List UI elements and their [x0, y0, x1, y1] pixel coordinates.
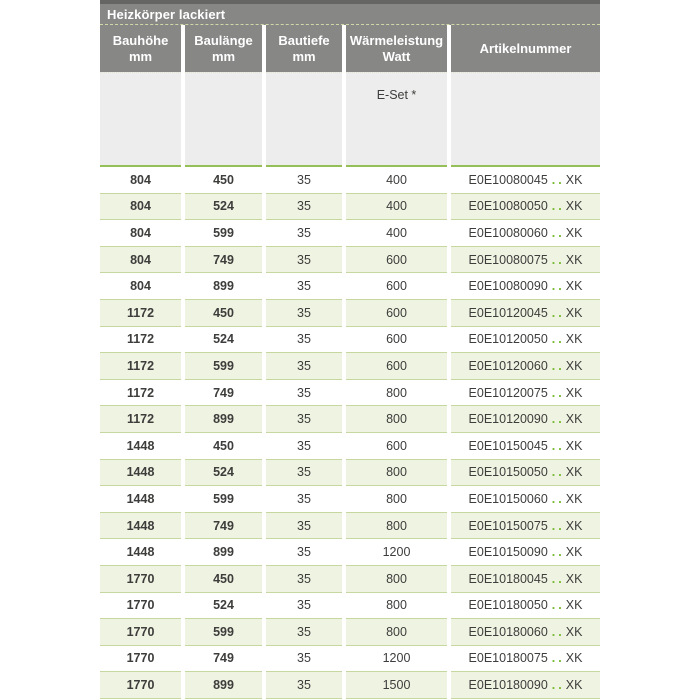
cell-artikelnummer: [451, 167, 600, 194]
cell-waermeleistung: 800: [346, 566, 447, 593]
cell-baulaenge: 899: [185, 672, 262, 699]
subheader-cell-bautiefe: [266, 72, 342, 167]
artikel-code: E0E10080050: [468, 199, 548, 214]
cell-waermeleistung: 800: [346, 513, 447, 540]
cell-baulaenge: 524: [185, 194, 262, 221]
cell-baulaenge: 899: [185, 406, 262, 433]
artikel-code: E0E10080045: [468, 172, 548, 187]
table-row: [100, 486, 600, 513]
table-row: [100, 167, 600, 194]
cell-bauhoehe: 1770: [100, 646, 181, 673]
cell-baulaenge: 749: [185, 646, 262, 673]
cell-bautiefe: 35: [266, 433, 342, 460]
cell-artikelnummer: [451, 406, 600, 433]
artikel-code: E0E10180045: [468, 571, 548, 586]
artikel-dot-separator: ..: [551, 385, 565, 400]
cell-artikelnummer: [451, 539, 600, 566]
cell-waermeleistung: 600: [346, 353, 447, 380]
artikel-code: E0E10120075: [468, 385, 548, 400]
cell-baulaenge: 599: [185, 619, 262, 646]
artikel-dot-separator: ..: [551, 412, 565, 427]
artikel-dot-separator: ..: [551, 651, 565, 666]
artikel-dot-separator: ..: [551, 332, 565, 347]
artikel-code: E0E10180060: [468, 624, 548, 639]
cell-waermeleistung: 600: [346, 247, 447, 274]
artikel-dot-separator: ..: [551, 678, 565, 693]
artikel-suffix: XK: [565, 412, 583, 427]
cell-bautiefe: 35: [266, 247, 342, 274]
column-header-label: Baulänge: [194, 32, 253, 48]
artikel-code: E0E10150075: [468, 518, 548, 533]
artikel-code: E0E10180090: [468, 678, 548, 693]
artikel-code: E0E10080090: [468, 279, 548, 294]
cell-baulaenge: 450: [185, 566, 262, 593]
cell-bautiefe: 35: [266, 380, 342, 407]
cell-bauhoehe: 1770: [100, 566, 181, 593]
artikel-code: E0E10180075: [468, 651, 548, 666]
column-header-row: [100, 25, 600, 72]
cell-bautiefe: 35: [266, 486, 342, 513]
table-row: [100, 539, 600, 566]
artikel-suffix: XK: [565, 678, 583, 693]
heizkoerper-spec-table: [100, 0, 600, 700]
column-header-baulaenge: [185, 25, 262, 72]
cell-bauhoehe: 1448: [100, 513, 181, 540]
cell-bauhoehe: 1770: [100, 619, 181, 646]
artikel-suffix: XK: [565, 624, 583, 639]
cell-bauhoehe: 804: [100, 194, 181, 221]
cell-artikelnummer: [451, 593, 600, 620]
cell-bautiefe: 35: [266, 273, 342, 300]
cell-waermeleistung: 600: [346, 300, 447, 327]
table-title: Heizkörper lackiert: [107, 6, 226, 22]
cell-baulaenge: 899: [185, 273, 262, 300]
artikel-suffix: XK: [565, 571, 583, 586]
cell-bautiefe: 35: [266, 353, 342, 380]
artikel-dot-separator: ..: [551, 518, 565, 533]
artikel-dot-separator: ..: [551, 358, 565, 373]
cell-bauhoehe: 1448: [100, 486, 181, 513]
table-row: [100, 619, 600, 646]
cell-bautiefe: 35: [266, 619, 342, 646]
artikel-suffix: XK: [565, 438, 583, 453]
table-row: [100, 406, 600, 433]
cell-artikelnummer: [451, 194, 600, 221]
artikel-suffix: XK: [565, 252, 583, 267]
table-row: [100, 566, 600, 593]
artikel-dot-separator: ..: [551, 491, 565, 506]
artikel-suffix: XK: [565, 305, 583, 320]
cell-baulaenge: 524: [185, 460, 262, 487]
column-header-unit: mm: [211, 48, 236, 64]
artikel-code: E0E10120060: [468, 358, 548, 373]
cell-bauhoehe: 1448: [100, 433, 181, 460]
cell-waermeleistung: 1200: [346, 646, 447, 673]
column-header-label: Artikelnummer: [479, 40, 572, 56]
table-row: [100, 380, 600, 407]
column-header-label: Wärmeleistung: [349, 32, 444, 48]
cell-bautiefe: 35: [266, 194, 342, 221]
artikel-suffix: XK: [565, 172, 583, 187]
cell-artikelnummer: [451, 646, 600, 673]
cell-bautiefe: 35: [266, 539, 342, 566]
cell-bauhoehe: 1172: [100, 406, 181, 433]
cell-baulaenge: 899: [185, 539, 262, 566]
artikel-suffix: XK: [565, 545, 583, 560]
cell-bauhoehe: 804: [100, 247, 181, 274]
column-header-bauhoehe: [100, 25, 181, 72]
artikel-dot-separator: ..: [551, 225, 565, 240]
cell-artikelnummer: [451, 247, 600, 274]
subheader-cell-baulaenge: [185, 72, 262, 167]
cell-artikelnummer: [451, 513, 600, 540]
cell-bautiefe: 35: [266, 167, 342, 194]
cell-waermeleistung: 1500: [346, 672, 447, 699]
table-row: [100, 220, 600, 247]
cell-artikelnummer: [451, 220, 600, 247]
cell-bauhoehe: 804: [100, 220, 181, 247]
artikel-dot-separator: ..: [551, 305, 565, 320]
artikel-dot-separator: ..: [551, 598, 565, 613]
cell-baulaenge: 749: [185, 380, 262, 407]
table-row: [100, 460, 600, 487]
cell-bautiefe: 35: [266, 327, 342, 354]
cell-bauhoehe: 1172: [100, 353, 181, 380]
cell-baulaenge: 599: [185, 353, 262, 380]
table-row: [100, 353, 600, 380]
artikel-code: E0E10150045: [468, 438, 548, 453]
cell-artikelnummer: [451, 672, 600, 699]
artikel-dot-separator: ..: [551, 571, 565, 586]
cell-waermeleistung: 800: [346, 486, 447, 513]
cell-bauhoehe: 1172: [100, 327, 181, 354]
cell-bautiefe: 35: [266, 646, 342, 673]
column-header-unit: mm: [292, 48, 316, 64]
cell-baulaenge: 524: [185, 593, 262, 620]
cell-bautiefe: 35: [266, 300, 342, 327]
artikel-suffix: XK: [565, 332, 583, 347]
table-row: [100, 646, 600, 673]
cell-bautiefe: 35: [266, 406, 342, 433]
table-row: [100, 273, 600, 300]
column-header-bautiefe: [266, 25, 342, 72]
artikel-suffix: XK: [565, 598, 583, 613]
table-row: [100, 593, 600, 620]
cell-waermeleistung: 800: [346, 406, 447, 433]
artikel-code: E0E10120045: [468, 305, 548, 320]
cell-artikelnummer: [451, 619, 600, 646]
cell-baulaenge: 599: [185, 486, 262, 513]
artikel-code: E0E10150050: [468, 465, 548, 480]
cell-bautiefe: 35: [266, 220, 342, 247]
cell-waermeleistung: 1200: [346, 539, 447, 566]
artikel-suffix: XK: [565, 199, 583, 214]
cell-bauhoehe: 1770: [100, 593, 181, 620]
subheader-cell-artikelnummer: [451, 72, 600, 167]
column-header-label: Bautiefe: [278, 32, 330, 48]
cell-bautiefe: 35: [266, 460, 342, 487]
cell-bauhoehe: 1172: [100, 300, 181, 327]
eset-label: E-Set *: [376, 88, 417, 102]
cell-waermeleistung: 400: [346, 220, 447, 247]
table-row: [100, 194, 600, 221]
cell-artikelnummer: [451, 486, 600, 513]
artikel-dot-separator: ..: [551, 252, 565, 267]
artikel-code: E0E10150090: [468, 545, 548, 560]
cell-baulaenge: 599: [185, 220, 262, 247]
cell-bautiefe: 35: [266, 513, 342, 540]
artikel-suffix: XK: [565, 279, 583, 294]
artikel-code: E0E10080075: [468, 252, 548, 267]
column-header-unit: Watt: [382, 48, 411, 64]
subheader-row: [100, 72, 600, 167]
cell-waermeleistung: 400: [346, 167, 447, 194]
cell-baulaenge: 450: [185, 433, 262, 460]
cell-baulaenge: 450: [185, 300, 262, 327]
artikel-dot-separator: ..: [551, 624, 565, 639]
artikel-suffix: XK: [565, 651, 583, 666]
table-body: [100, 167, 600, 699]
cell-bauhoehe: 1770: [100, 672, 181, 699]
cell-artikelnummer: [451, 273, 600, 300]
cell-waermeleistung: 800: [346, 380, 447, 407]
cell-waermeleistung: 800: [346, 460, 447, 487]
artikel-suffix: XK: [565, 385, 583, 400]
artikel-dot-separator: ..: [551, 438, 565, 453]
cell-bautiefe: 35: [266, 566, 342, 593]
table-row: [100, 327, 600, 354]
artikel-dot-separator: ..: [551, 172, 565, 187]
cell-bauhoehe: 1172: [100, 380, 181, 407]
cell-waermeleistung: 600: [346, 273, 447, 300]
subheader-cell-eset: [346, 72, 447, 167]
cell-baulaenge: 749: [185, 247, 262, 274]
column-header-unit: mm: [128, 48, 153, 64]
cell-bauhoehe: 1448: [100, 460, 181, 487]
artikel-code: E0E10150060: [468, 491, 548, 506]
cell-waermeleistung: 600: [346, 327, 447, 354]
cell-waermeleistung: 800: [346, 619, 447, 646]
artikel-suffix: XK: [565, 518, 583, 533]
artikel-code: E0E10080060: [468, 225, 548, 240]
cell-bauhoehe: 804: [100, 167, 181, 194]
artikel-dot-separator: ..: [551, 465, 565, 480]
artikel-dot-separator: ..: [551, 199, 565, 214]
cell-artikelnummer: [451, 353, 600, 380]
cell-waermeleistung: 400: [346, 194, 447, 221]
column-header-waermeleistung: [346, 25, 447, 72]
cell-artikelnummer: [451, 300, 600, 327]
subheader-cell-bauhoehe: [100, 72, 181, 167]
cell-waermeleistung: 800: [346, 593, 447, 620]
table-title-bar: [100, 4, 600, 25]
artikel-suffix: XK: [565, 225, 583, 240]
cell-baulaenge: 450: [185, 167, 262, 194]
cell-artikelnummer: [451, 327, 600, 354]
artikel-suffix: XK: [565, 358, 583, 373]
cell-bauhoehe: 804: [100, 273, 181, 300]
cell-artikelnummer: [451, 380, 600, 407]
table-row: [100, 513, 600, 540]
artikel-suffix: XK: [565, 491, 583, 506]
cell-artikelnummer: [451, 460, 600, 487]
table-row: [100, 672, 600, 699]
table-row: [100, 247, 600, 274]
table-row: [100, 300, 600, 327]
cell-artikelnummer: [451, 566, 600, 593]
cell-bautiefe: 35: [266, 593, 342, 620]
artikel-code: E0E10180050: [468, 598, 548, 613]
cell-waermeleistung: 600: [346, 433, 447, 460]
cell-bautiefe: 35: [266, 672, 342, 699]
column-header-artikelnummer: [451, 25, 600, 72]
cell-artikelnummer: [451, 433, 600, 460]
artikel-dot-separator: ..: [551, 279, 565, 294]
artikel-code: E0E10120090: [468, 412, 548, 427]
table-row: [100, 433, 600, 460]
cell-bauhoehe: 1448: [100, 539, 181, 566]
column-header-label: Bauhöhe: [112, 32, 169, 48]
artikel-code: E0E10120050: [468, 332, 548, 347]
cell-baulaenge: 749: [185, 513, 262, 540]
artikel-suffix: XK: [565, 465, 583, 480]
cell-baulaenge: 524: [185, 327, 262, 354]
artikel-dot-separator: ..: [551, 545, 565, 560]
